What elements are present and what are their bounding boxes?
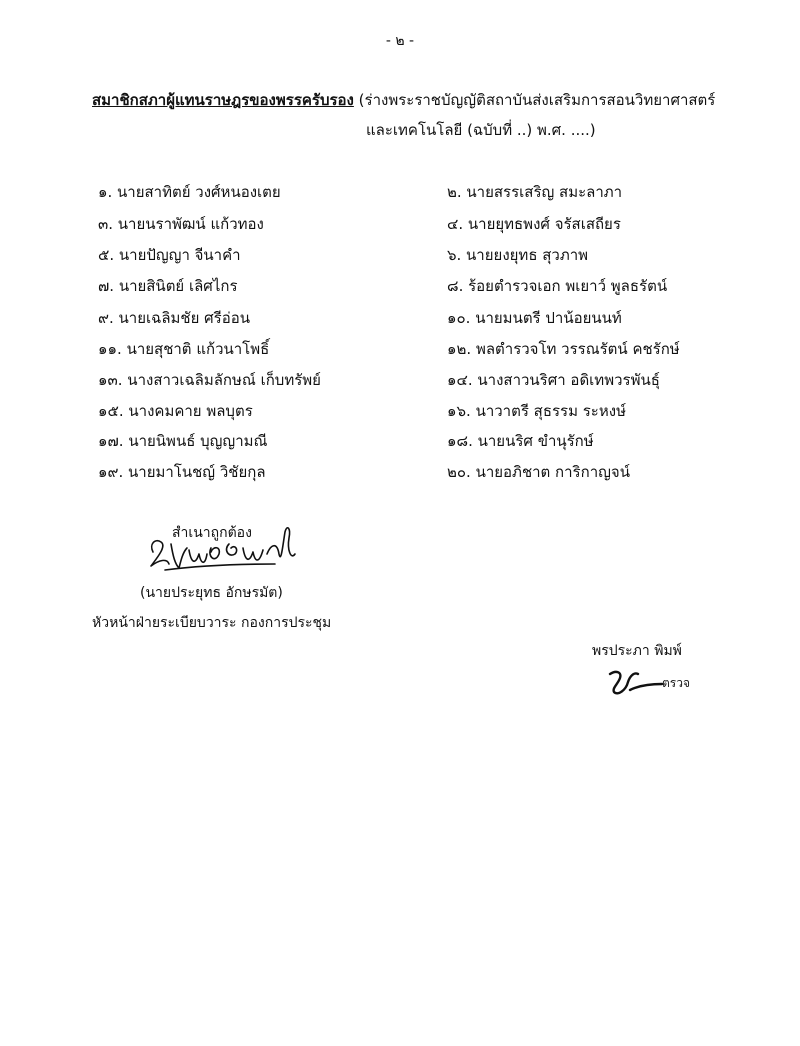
bill-title-line-1: (ร่างพระราชบัญญัติสถาบันส่งเสริมการสอนวิทยาศาสตร์ xyxy=(358,91,716,109)
member-16: ๑๖. นาวาตรี สุธรรม ระหงษ์ xyxy=(447,402,626,420)
handwritten-signature xyxy=(145,514,305,580)
member-14: ๑๔. นางสาวนริศา อดิเทพวรพันธุ์ xyxy=(447,371,660,389)
member-5: ๕. นายปัญญา จีนาคำ xyxy=(98,246,241,264)
member-10: ๑๐. นายมนตรี ปาน้อยนนท์ xyxy=(447,309,622,327)
member-4: ๔. นายยุทธพงศ์ จรัสเสถียร xyxy=(447,215,621,233)
member-2: ๒. นายสรรเสริญ สมะลาภา xyxy=(447,183,623,201)
member-13: ๑๓. นางสาวเฉลิมลักษณ์ เก็บทรัพย์ xyxy=(98,371,321,389)
certifier-name: (นายประยุทธ อักษรมัต) xyxy=(140,585,283,601)
checker-initials-mark xyxy=(604,664,664,700)
member-20: ๒๐. นายอภิชาต การิกาญจน์ xyxy=(447,463,630,481)
page-number: - ๒ - xyxy=(385,33,415,49)
checker-note: ตรวจ xyxy=(662,676,691,690)
bill-title-line-2: และเทคโนโลยี (ฉบับที่ ..) พ.ศ. ....) xyxy=(366,121,596,139)
member-17: ๑๗. นายนิพนธ์ บุญญามณี xyxy=(98,432,268,450)
member-7: ๗. นายสินิตย์ เลิศไกร xyxy=(98,277,238,295)
member-8: ๘. ร้อยตำรวจเอก พเยาว์ พูลธรัตน์ xyxy=(447,277,668,295)
certifier-position: หัวหน้าฝ่ายระเบียบวาระ กองการประชุม xyxy=(92,615,332,631)
member-18: ๑๘. นายนริศ ขำนุรักษ์ xyxy=(447,432,594,450)
member-3: ๓. นายนราพัฒน์ แก้วทอง xyxy=(98,215,264,233)
member-15: ๑๕. นางคมคาย พลบุตร xyxy=(98,402,253,420)
party-group-title: สมาชิกสภาผู้แทนราษฎรของพรรครับรอง xyxy=(92,91,354,109)
member-19: ๑๙. นายมาโนชญ์ วิชัยกุล xyxy=(98,463,266,481)
member-12: ๑๒. พลตำรวจโท วรรณรัตน์ คชรักษ์ xyxy=(447,340,680,358)
typist-note: พรประภา พิมพ์ xyxy=(592,643,682,659)
heading-line-1 xyxy=(92,88,715,112)
member-6: ๖. นายยงยุทธ สุวภาพ xyxy=(447,246,589,264)
member-9: ๙. นายเฉลิมชัย ศรีอ่อน xyxy=(98,309,250,327)
member-11: ๑๑. นายสุชาติ แก้วนาโพธิ์ xyxy=(98,340,270,358)
member-1: ๑. นายสาทิตย์ วงศ์หนองเตย xyxy=(98,183,281,201)
certified-copy-label: สำเนาถูกต้อง xyxy=(172,525,252,541)
